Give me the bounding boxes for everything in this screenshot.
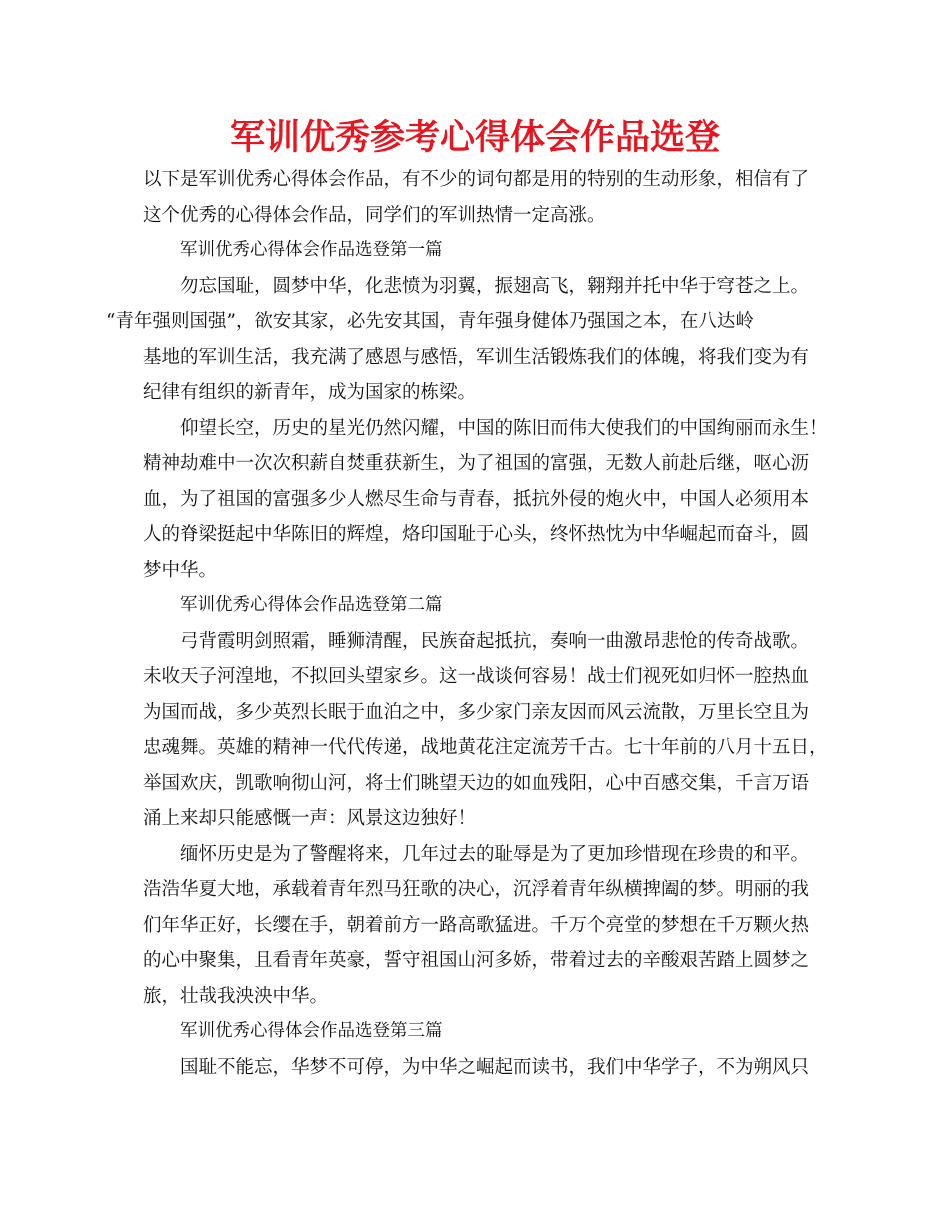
- text-line: 勿忘国耻，圆梦中华，化悲愤为羽翼，振翅高飞，翱翔并托中华于穹苍之上。: [180, 275, 810, 297]
- text-line: 弓背霞明剑照霜，睡狮清醒，民族奋起抵抗，奏响一曲激昂悲怆的传奇战歌。: [180, 630, 810, 652]
- text-line: 为国而战，多少英烈长眠于血泊之中，多少家门亲友因而风云流散，万里长空且为: [143, 701, 810, 723]
- text-line: 梦中华。: [143, 559, 218, 581]
- text-line: 人的脊梁挺起中华陈旧的辉煌，烙印国耻于心头，终怀热忱为中华崛起而奋斗，圆: [143, 524, 810, 545]
- text-line: 仰望长空，历史的星光仍然闪耀，中国的陈旧而伟大使我们的中国绚丽而永生！: [180, 417, 828, 439]
- text-line: 以下是军训优秀心得体会作品，有不少的词句都是用的特别的生动形象，相信有了: [143, 169, 810, 190]
- text-line: 旅，壮哉我泱泱中华。: [143, 985, 329, 1007]
- text-line: 的心中聚集，且看青年英豪，誓守祖国山河多娇，带着过去的辛酸艰苦踏上圆梦之: [143, 950, 810, 971]
- section-heading-2: 军训优秀心得体会作品选登第二篇: [180, 595, 443, 615]
- section-heading-1: 军训优秀心得体会作品选登第一篇: [180, 240, 443, 260]
- text-line: 缅怀历史是为了警醒将来，几年过去的耻辱是为了更加珍惜现在珍贵的和平。: [180, 843, 810, 865]
- text-line: 涌上来却只能感慨一声：风景这边独好！: [143, 808, 477, 829]
- document-body: [106, 162, 833, 1085]
- section1-paragraph-1: [106, 269, 833, 411]
- section-heading-3: 军训优秀心得体会作品选登第三篇: [180, 1021, 443, 1041]
- text-line: 精神劫难中一次次积薪自焚重获新生，为了祖国的富强，无数人前赴后继，呕心沥: [143, 453, 810, 474]
- text-line: 举国欢庆，凯歌响彻山河，将士们眺望天边的如血残阳，心中百感交集，千言万语: [143, 772, 810, 794]
- section2-paragraph-1: [143, 624, 833, 837]
- text-line: “青年强则国强”，欲安其家，必先安其国，青年强身健体乃强国之本，在八达岭: [106, 311, 754, 332]
- text-line: 未收天子河湟地，不拟回头望家乡。这一战谈何容易！战士们视死如归怀一腔热血: [143, 666, 810, 687]
- text-line: 基地的军训生活，我充满了感恩与感悟，军训生活锻炼我们的体魄，将我们变为有: [143, 346, 810, 368]
- section2-paragraph-2: [143, 837, 833, 1015]
- text-line: 这个优秀的心得体会作品，同学们的军训热情一定高涨。: [143, 204, 606, 226]
- text-line: 忠魂舞。英雄的精神一代代传递，战地黄花注定流芳千古。七十年前的八月十五日，: [143, 737, 828, 758]
- document-title: 军训优秀参考心得体会作品选登: [229, 118, 720, 158]
- text-line: 浩浩华夏大地，承载着青年烈马狂歌的决心，沉浮着青年纵横捭阖的梦。明丽的我: [143, 879, 810, 900]
- section1-paragraph-2: [143, 411, 833, 589]
- section3-paragraph-1: [143, 1050, 833, 1086]
- text-line: 血，为了祖国的富强多少人燃尽生命与青春，抵抗外侵的炮火中，中国人必须用本: [143, 488, 810, 510]
- intro-paragraph: [143, 162, 833, 233]
- text-line: 纪律有组织的新青年，成为国家的栋梁。: [143, 382, 477, 403]
- text-line: 国耻不能忘，华梦不可停，为中华之崛起而读书，我们中华学子，不为朔风只: [180, 1056, 810, 1078]
- text-line: 们年华正好，长缨在手，朝着前方一路高歌猛进。千万个亮堂的梦想在千万颗火热: [143, 914, 810, 936]
